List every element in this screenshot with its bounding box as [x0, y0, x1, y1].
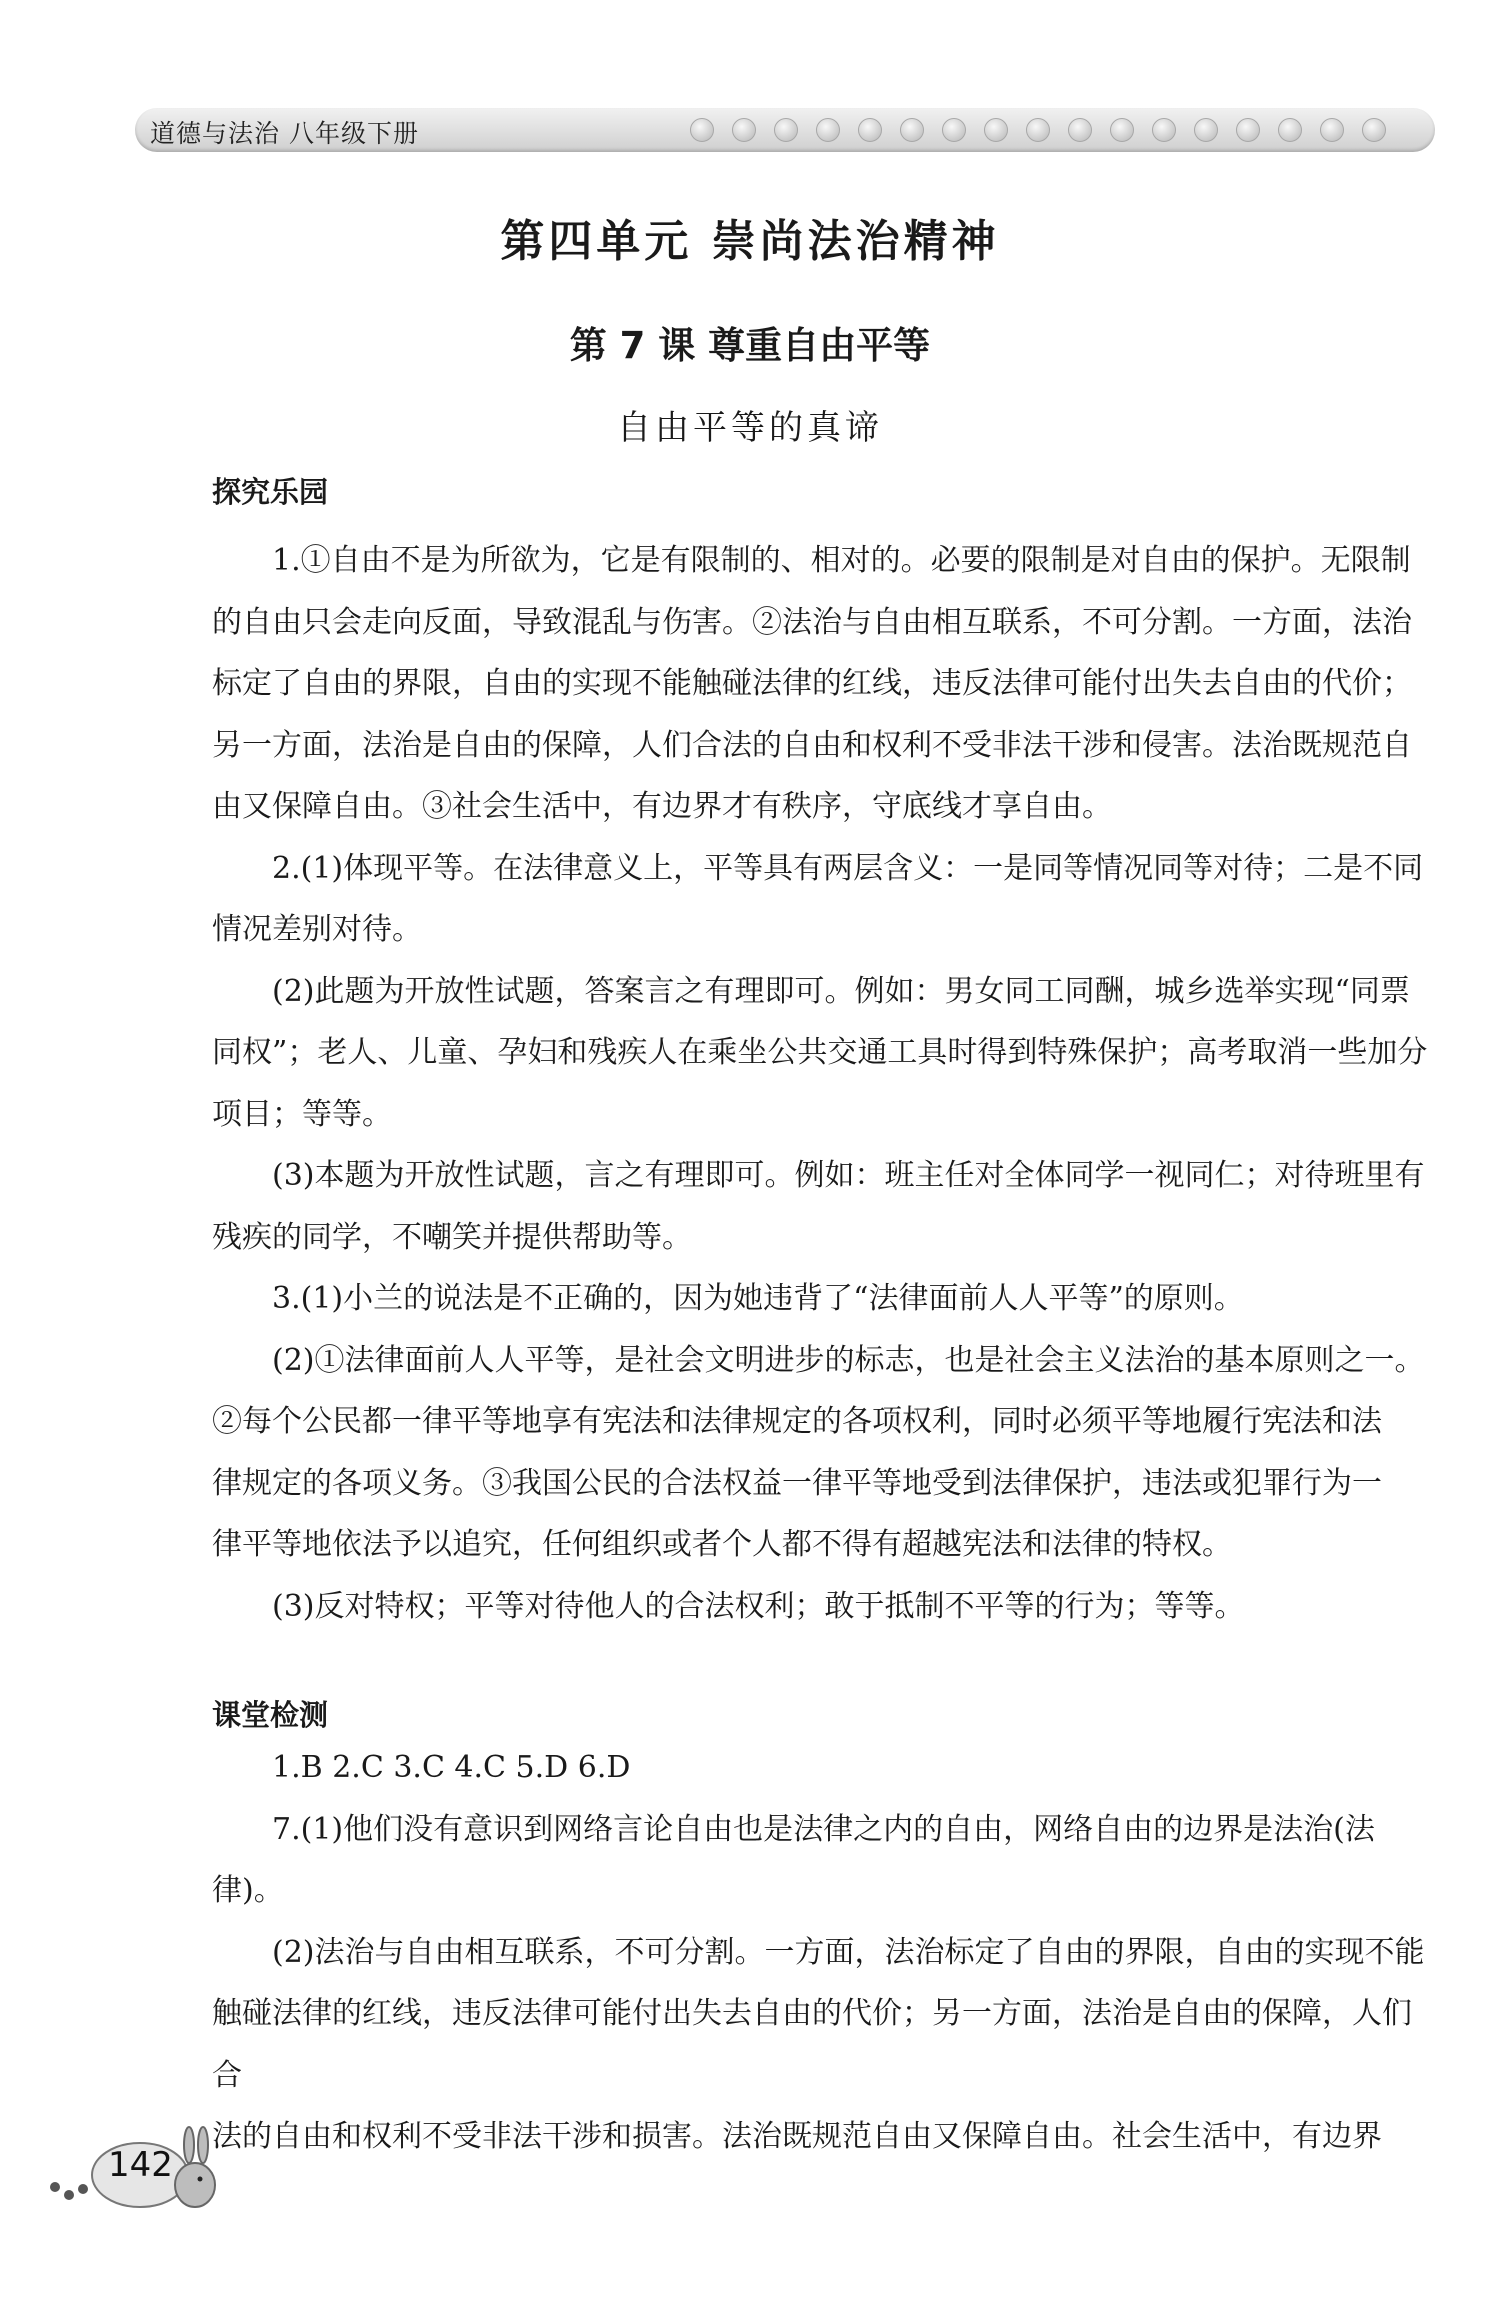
unit-title: 第四单元 崇尚法治精神: [500, 216, 1000, 267]
text-line: 1.①自由不是为所欲为，它是有限制的、相对的。必要的限制是对自由的保护。无限制: [272, 543, 1411, 578]
text-line: 另一方面，法治是自由的保障，人们合法的自由和权利不受非法干涉和侵害。法治既规范自: [212, 727, 1412, 763]
section-title: 自由平等的真谛: [617, 408, 883, 448]
text-line: 残疾的同学，不嘲笑并提供帮助等。: [212, 1219, 692, 1255]
text-line: 1.B 2.C 3.C 4.C 5.D 6.D: [272, 1750, 631, 1785]
text-line: 律平等地依法予以追究，任何组织或者个人都不得有超越宪法和法律的特权。: [212, 1527, 1232, 1562]
text-line: ②每个公民都一律平等地享有宪法和法律规定的各项权利，同时必须平等地履行宪法和法: [212, 1404, 1382, 1439]
text-line: 标定了自由的界限，自由的实现不能触碰法律的红线，违反法律可能付出失去自由的代价；: [212, 666, 1412, 701]
text-line: 法的自由和权利不受非法干涉和损害。法治既规范自由又保障自由。社会生活中，有边界: [212, 2119, 1382, 2154]
explore-body: [212, 530, 1437, 1637]
explore-heading: 探究乐园: [212, 475, 329, 509]
text-line: 项目；等等。: [212, 1096, 392, 1132]
text-line: (3)本题为开放性试题，言之有理即可。例如：班主任对全体同学一视同仁；对待班里有: [272, 1158, 1425, 1193]
text-line: 3.(1)小兰的说法是不正确的，因为她违背了“法律面前人人平等”的原则。: [272, 1281, 1244, 1316]
text-line: 律)。: [212, 1873, 284, 1908]
check-heading: 课堂检测: [212, 1698, 329, 1732]
text-line: (3)反对特权；平等对待他人的合法权利；敢于抵制不平等的行为；等等。: [272, 1588, 1245, 1624]
text-line: (2)此题为开放性试题，答案言之有理即可。例如：男女同工同酬，城乡选举实现“同票: [272, 973, 1410, 1009]
text-line: 由又保障自由。③社会生活中，有边界才有秩序，守底线才享自由。: [212, 789, 1112, 824]
check-body: [212, 1737, 1437, 2168]
text-line: (2)①法律面前人人平等，是社会文明进步的标志，也是社会主义法治的基本原则之一。: [272, 1342, 1425, 1378]
text-line: 2.(1)体现平等。在法律意义上，平等具有两层含义：一是同等情况同等对待；二是不同: [272, 850, 1424, 886]
text-line: 同权”；老人、儿童、孕妇和残疾人在乘坐公共交通工具时得到特殊保护；高考取消一些加分: [212, 1035, 1428, 1070]
page-number: 142: [108, 2145, 173, 2185]
lesson-title: 第 7 课 尊重自由平等: [569, 324, 931, 367]
text-line: 的自由只会走向反面，导致混乱与伤害。②法治与自由相互联系，不可分割。一方面，法治: [212, 604, 1412, 640]
text-line: 律规定的各项义务。③我国公民的合法权益一律平等地受到法律保护，违法或犯罪行为一: [212, 1465, 1382, 1501]
header-dot-decoration: [690, 118, 1430, 142]
text-line: 触碰法律的红线，违反法律可能付出失去自由的代价；另一方面，法治是自由的保障，人们合: [212, 1996, 1412, 2093]
running-header-title: 道德与法治 八年级下册: [150, 119, 419, 148]
text-line: (2)法治与自由相互联系，不可分割。一方面，法治标定了自由的界限，自由的实现不能: [272, 1934, 1425, 1970]
text-line: 7.(1)他们没有意识到网络言论自由也是法律之内的自由，网络自由的边界是法治(法: [272, 1811, 1375, 1847]
text-line: 情况差别对待。: [212, 912, 422, 947]
